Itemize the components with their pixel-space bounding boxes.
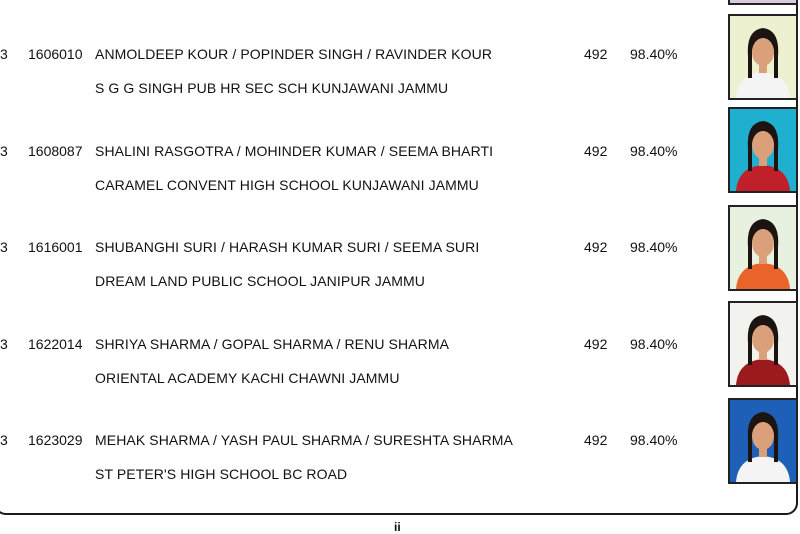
student-parent-names: SHALINI RASGOTRA / MOHINDER KUMAR / SEEMA BHARTI [95, 143, 494, 159]
school-name: CARAMEL CONVENT HIGH SCHOOL KUNJAWANI JAMMU [95, 177, 479, 193]
roll-number: 1623029 [28, 432, 83, 448]
marks: 492 [584, 432, 608, 448]
marks: 492 [584, 46, 608, 62]
student-photo [728, 107, 798, 193]
rank: 3 [0, 239, 8, 255]
student-parent-names: SHRIYA SHARMA / GOPAL SHARMA / RENU SHARMA [95, 336, 450, 352]
student-parent-names: SHUBANGHI SURI / HARASH KUMAR SURI / SEEMA SURI [95, 239, 480, 255]
student-parent-names: MEHAK SHARMA / YASH PAUL SHARMA / SURESHTA SHARMA [95, 432, 513, 448]
student-photo [728, 301, 798, 387]
rank: 3 [0, 432, 8, 448]
school-name: ST PETER'S HIGH SCHOOL BC ROAD [95, 466, 348, 482]
percentage: 98.40% [630, 239, 678, 255]
rank: 3 [0, 336, 8, 352]
marks: 492 [584, 336, 608, 352]
percentage: 98.40% [630, 336, 678, 352]
page-number: ii [394, 520, 401, 534]
student-photo [728, 398, 798, 484]
marks: 492 [584, 239, 608, 255]
rank: 3 [0, 143, 8, 159]
school-name: S G G SINGH PUB HR SEC SCH KUNJAWANI JAMMU [95, 80, 449, 96]
rank: 3 [0, 46, 8, 62]
roll-number: 1608087 [28, 143, 83, 159]
school-name: ORIENTAL ACADEMY KACHI CHAWNI JAMMU [95, 370, 400, 386]
result-row [0, 290, 800, 386]
result-row [0, 97, 800, 193]
roll-number: 1606010 [28, 46, 83, 62]
roll-number: 1622014 [28, 336, 83, 352]
marks: 492 [584, 143, 608, 159]
result-row [0, 193, 800, 289]
school-name: DREAM LAND PUBLIC SCHOOL JANIPUR JAMMU [95, 273, 425, 289]
percentage: 98.40% [630, 143, 678, 159]
result-row [0, 0, 800, 96]
percentage: 98.40% [630, 46, 678, 62]
percentage: 98.40% [630, 432, 678, 448]
student-photo [728, 14, 798, 100]
roll-number: 1616001 [28, 239, 83, 255]
result-row [0, 386, 800, 482]
student-photo [728, 205, 798, 291]
student-parent-names: ANMOLDEEP KOUR / POPINDER SINGH / RAVINDER KOUR [95, 46, 493, 62]
